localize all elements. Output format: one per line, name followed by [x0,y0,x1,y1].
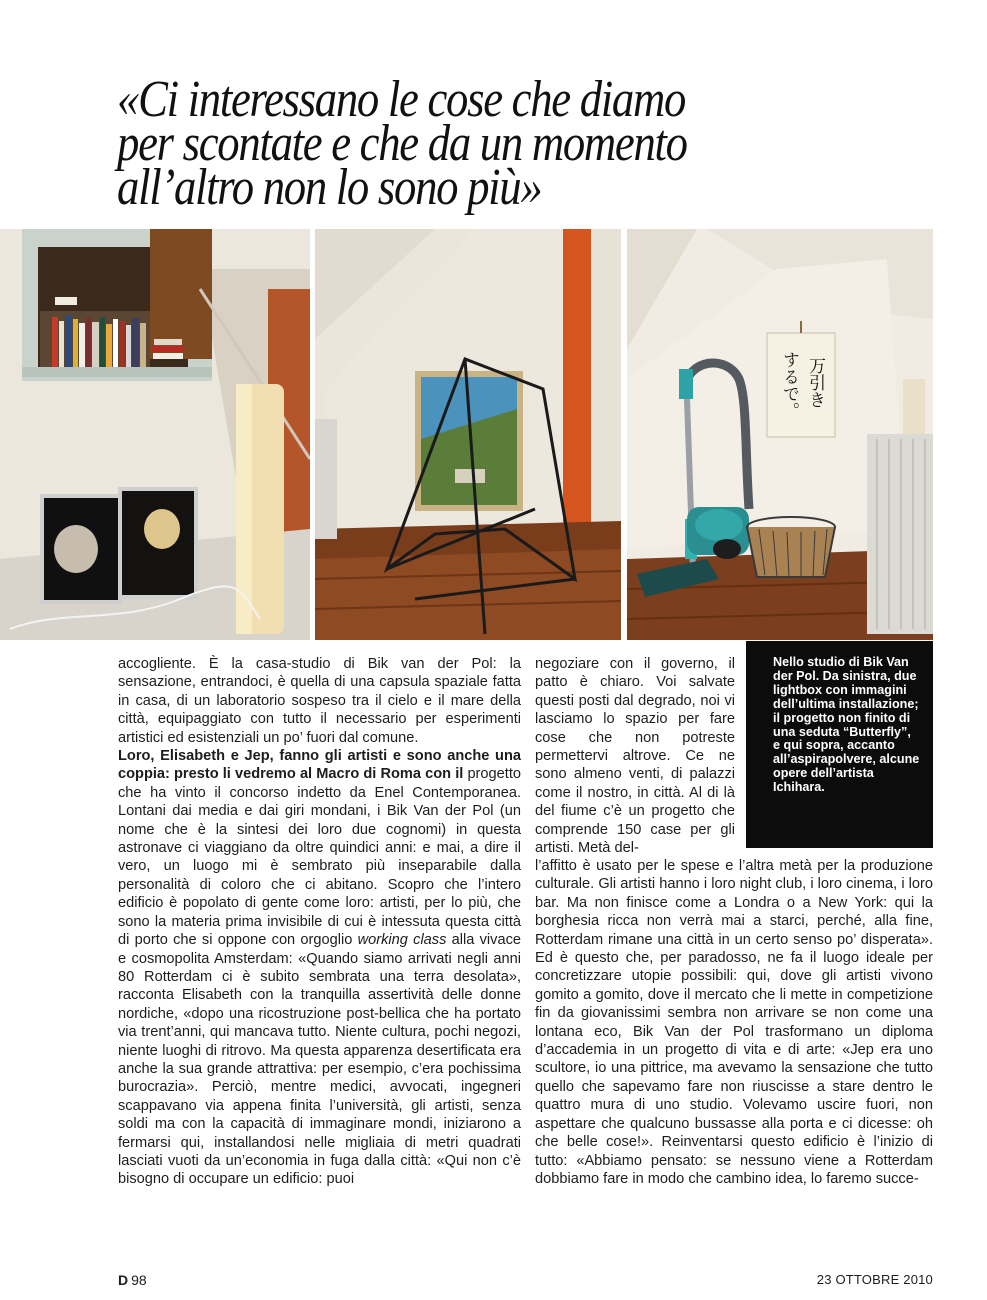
headline-line-2: per scontate e che da un momento [117,115,687,172]
paragraph-main-end: alla vivace e cosmopolita Amsterdam: «Quando siamo arrivati negli anni 80 Rotterdam ci è subito sembrata una terra desolata», racconta Elisabeth con la tranquilla assertività delle donne nordiche, «dopo una ricostruzione post-bellica che ha portato via trent’anni, qui mancava tutto. Niente cultura, pochi negozi, niente luoghi di ritrovo. Ma questa apparenza desertificata era anche la sua grande attrattiva: per esempio, c’era pochissima burocrazia». Perciò, mentre medici, avvocati, ingegneri scappavano via appena finita l’università, gli artisti, senza soldi ma con la capacità di immaginare mondi, iniziarono a fermarsi qui, installandosi nelle migliaia di metri quadrati lasciati vuoti da un’economia in fuga dalla città: «Qui non c’è bisogno di occupare un edificio: puoi [118,932,521,1188]
issue-date: 23 OTTOBRE 2010 [816,1272,933,1287]
sign-text-col1: 万引き [805,357,825,408]
paragraph-intro: accogliente. È la casa-studio di Bik van der Pol: la sensazione, entrandoci, è quella di una capsula spaziale fatta in casa, di un laboratorio sospeso tra il cielo e il mare della città, equipaggiato con tutto il necessario per esperimenti artistici ed esistenziali un po’ fuori dal comune. [118,656,521,746]
headline-line-1: «Ci interessano le cose che diamo [117,71,686,128]
photo-lightboxes [0,229,310,640]
body-column-left [118,655,521,1189]
body-column-narrow [535,655,735,857]
magazine-letter: D [118,1272,129,1288]
paragraph-main-italic: working class [357,932,447,949]
paragraph-main [118,747,521,1189]
headline-quote [117,71,771,216]
page-number: 98 [131,1272,147,1288]
photo-caption [746,641,933,848]
sign-text-col2: するで。 [779,351,799,419]
photo-vacuum-cleaner [627,229,933,640]
paragraph-main-text: progetto che ha vinto il concorso indetto da Enel Contemporanea. Lontani dai media e dai giri mondani, i Bik Van der Pol (un nome che è la sintesi dei loro due cognomi) in questa astronave ci viaggiano da oltre quindici anni: e mai, a dire il vero, un luogo mi è sembrato più inseparabile dalla personalità di coloro che ci abitano. Scopro che l’intero edificio è popolato di gente come loro: artisti, per lo più, che sono la materia prima invisibile di cui è intessuta questa città di porto che si oppone con orgoglio [118,766,521,949]
photo-butterfly-chair-illustration [315,229,621,640]
photo-butterfly-chair [315,229,621,640]
photo-caption-text: Nello studio di Bik Van der Pol. Da sinistra, due lightbox con immagini dell’ultima installazione; il progetto non finito di una seduta “Butterfly”, e qui sopra, accanto all’aspirapolvere, alcune opere dell’artista Ichihara. [773,655,920,795]
body-column-right [535,857,933,1188]
paragraph-narrow: negoziare con il governo, il patto è chiaro. Voi salvate questi posti dal degrado, noi vi lasciamo lo spazio per fare cose che non potreste permettervi altrove. Ce ne sono almeno venti, di palazzi come il nostro, in città. Al di là del fiume c’è un progetto che comprende 150 case per gli artisti. Metà del- [535,656,735,857]
paragraph-lead-bold: Loro, Elisabeth e Jep, fanno gli artisti e sono anche una coppia: presto li vedremo al Macro di Roma con il [118,748,521,783]
headline-line-3: all’altro non lo sono più» [117,159,542,216]
paragraph-right: l’affitto è usato per le spese e l’altra metà per la produzione culturale. Gli artisti hanno i loro night club, i loro cinema, i loro bar. Ma non finisce come a Londra o a New York: qui la borghesia ricca non verrà mai a starci, perché, alla fine, Rotterdam rimane una città in un certo senso po’ disperata». Ed è questo che, per paradosso, ne fa il luogo ideale per concretizzare utopie possibili: qui, dove gli artisti vivono gomito a gomito, dove il mercato che li mette in competizione fin da giovanissimi sembra non arrivare se non come una lontana eco, Bik Van der Pol trasformano un diploma d’accademia in un progetto di vita e di arte: «Jep era uno scultore, io una pittrice, ma avevamo la sensazione che tutto quello che sapevamo fare non riuscisse a stare dentro le quattro mura di uno studio. Volevamo uscire fuori, non aspettare che qualcuno bussasse alla porta e ci dicesse: oh che belle cose!». Reinventarsi questo edificio è l’inizio di tutto: «Abbiamo pensato: se nessuno viene a Rotterdam dobbiamo fare in modo che cambino idea, lo faremo succe- [535,858,933,1187]
photo-vacuum-cleaner-illustration [627,229,933,640]
page-folio [118,1272,147,1288]
photo-lightboxes-illustration [0,229,310,640]
